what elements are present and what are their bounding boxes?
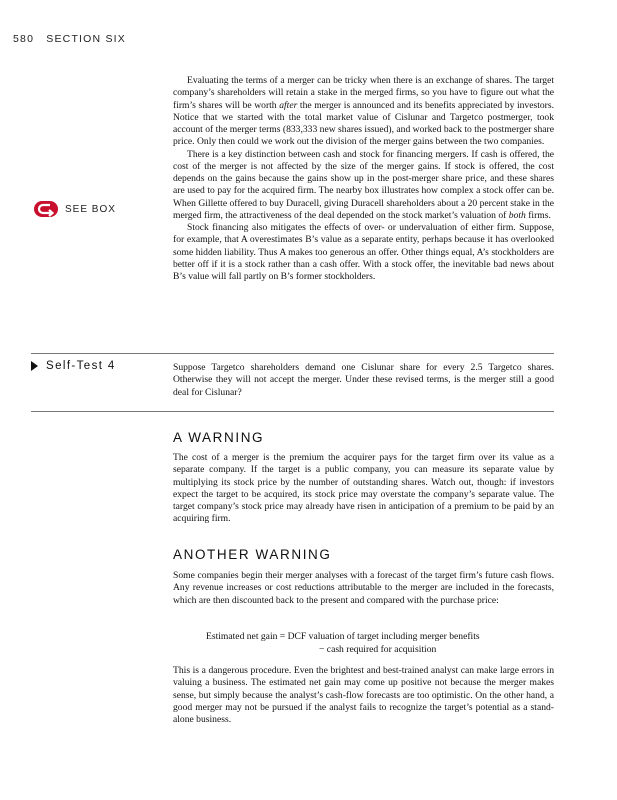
another-warning-heading: ANOTHER WARNING [173, 547, 332, 562]
equation-line: − cash required for acquisition [319, 644, 437, 655]
intro-text [173, 75, 554, 283]
triangle-bullet-icon [31, 361, 38, 371]
warning-heading: A WARNING [173, 430, 265, 445]
equation-line: Estimated net gain = DCF valuation of target including merger benefits [206, 631, 480, 642]
self-test-text: Suppose Targetco shareholders demand one Cislunar share for every 2.5 Targetco shares. Otherwise they will not accept the merger. Under these revised terms, is the merger still a good deal for Cislunar? [173, 362, 554, 398]
running-header [13, 33, 126, 45]
paragraph: Evaluating the terms of a merger can be tricky when there is an exchange of shares. The target company’s shareholders will retain a stake in the merged firms, so you have to figure out what the firm’s shares will be worth after the merger is announced and its benefits appreciated by investors. Notice that we started with the total market value of Cislunar and Targetco postmerger, took account of the merger terms (833,333 new shares issued), and worked back to the postmerger share price. Only then could we work out the division of the merger gains between the two companies. [173, 75, 555, 148]
paragraph: There is a key distinction between cash and stock for financing mergers. If cash is offered, the cost of the merger is not affected by the size of the merger gains. If stock is offered, the cost depends on the gains because the gains show up in the post-merger share price, and these shares are used to pay for the acquired firm. The nearby box illustrates how complex a stock offer can be. When Gillette offered to buy Duracell, giving Duracell shareholders about a 20 percent stake in the merged firm, the attractiveness of the deal depended on the stock market’s valuation of both firms. [173, 148, 554, 221]
warning-text: The cost of a merger is the premium the acquirer pays for the target firm over its value as a separate company. If the target is a public company, you can measure its separate value by multiplying its stock price by the number of outstanding shares. Watch out, though: if investors expect the target to be acquired, its stock price may overstate the company’s separate value. The target company’s stock price may already have risen in anticipation of a premium to be paid by an acquiring firm. [173, 452, 554, 525]
divider [31, 353, 554, 354]
section-label: SECTION SIX [46, 33, 126, 45]
see-box-label: SEE BOX [65, 203, 116, 215]
page-number: 580 [13, 33, 35, 45]
arrow-return-icon [33, 200, 59, 218]
divider [31, 411, 554, 412]
another-warning-text: Some companies begin their merger analyses with a forecast of the target firm’s future cash flows. Any revenue increases or cost reductions attributable to the merger are included in the forecasts, which are then discounted back to the present and compared with the purchase price: [173, 570, 554, 606]
self-test-label: Self-Test 4 [31, 360, 116, 372]
see-box-callout[interactable] [33, 200, 116, 218]
paragraph: Stock financing also mitigates the effects of over- or undervaluation of either firm. Suppose, for example, that A overestimates B’s value as a separate entity, perhaps because it has overlooked some hidden liability. Thus A makes too generous an offer. Other things equal, A’s stockholders are better off if it is a stock rather than a cash offer. With a stock offer, the inevitable bad news about B’s value will fall partly on B’s former stockholders. [173, 222, 554, 282]
closing-text: This is a dangerous procedure. Even the brightest and best-trained analyst can make large errors in valuing a business. The estimated net gain may come up positive not because the merger makes sense, but simply because the analyst’s cash-flow forecasts are too optimistic. On the other hand, a good merger may not be pursued if the analyst fails to recognize the target’s potential as a stand-alone business. [173, 665, 554, 725]
net-gain-equation [173, 630, 554, 656]
